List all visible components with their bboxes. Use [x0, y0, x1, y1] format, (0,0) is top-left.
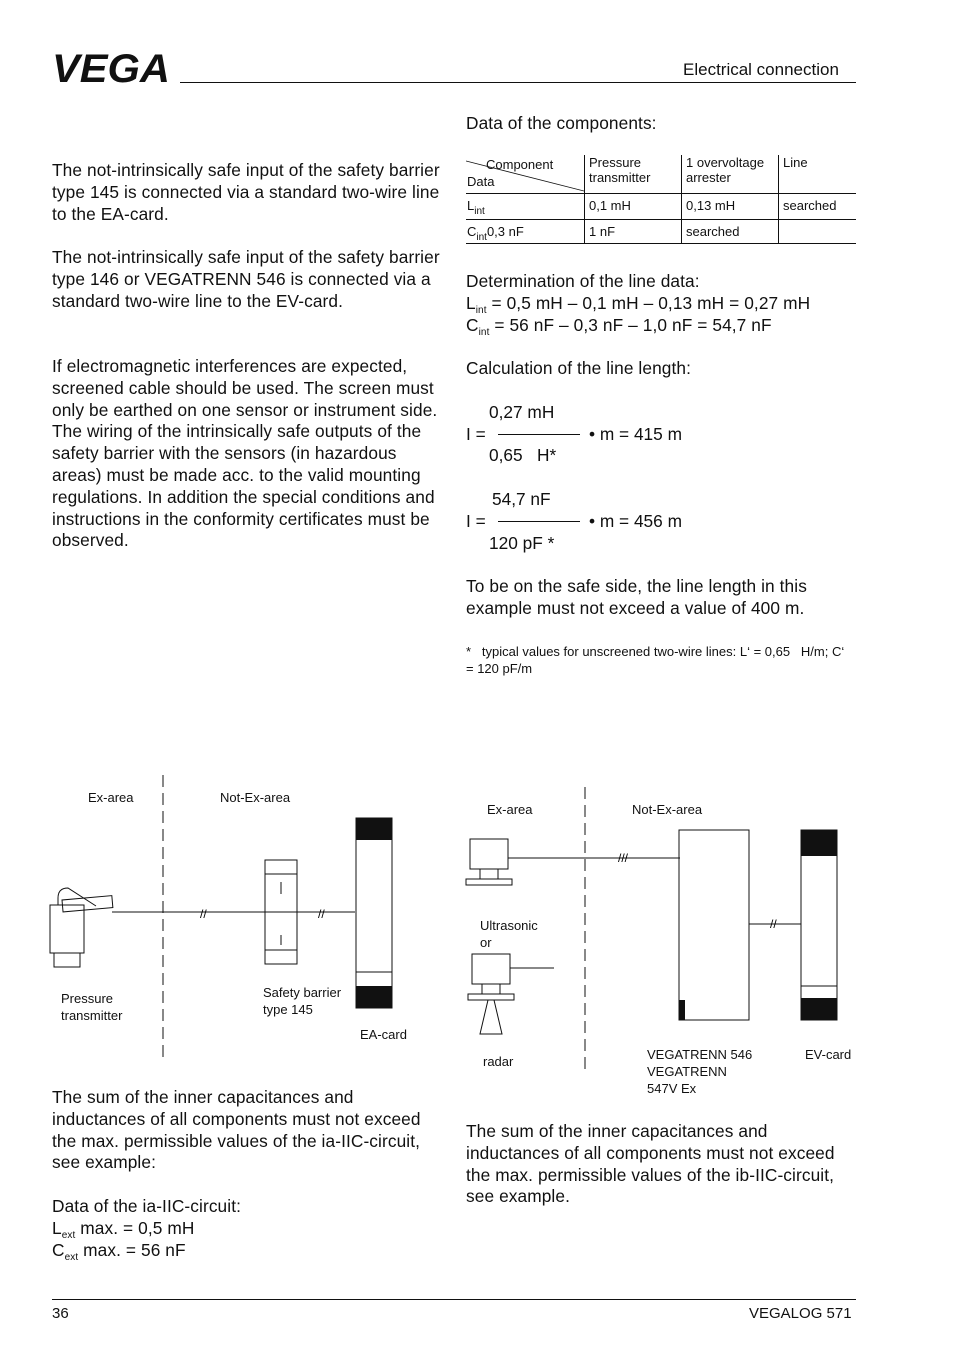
radar-sensor-icon — [468, 954, 554, 1034]
table-row-cint-label: $C_{int}0,3$ nF — [466, 219, 585, 243]
table-header-line: Line — [783, 155, 808, 170]
svg-text:VEGA: VEGA — [52, 50, 170, 86]
table-row-lint-label: $L_{int}$ — [466, 193, 585, 219]
formula1-lhs: I = — [466, 424, 486, 444]
line-break-mark: /// — [618, 851, 629, 865]
components-title: Data of the components: — [466, 113, 657, 133]
ultrasonic-sensor-icon — [466, 839, 680, 885]
ev-card-label: EV-card — [805, 1047, 852, 1062]
table-cell: searched — [783, 197, 837, 213]
ea-card-label: EA-card — [360, 1027, 407, 1042]
formula1-fraction-bar — [498, 434, 580, 435]
right-ex-area-label: Ex-area — [487, 802, 533, 817]
diagram-ea-card — [40, 770, 420, 1070]
paragraph-safe-side: To be on the safe side, the line length in this example must not exceed a value of 400 m. — [466, 576, 807, 618]
vegatrenn-label: VEGATRENN 546 VEGATRENN 547V Ex — [647, 1047, 753, 1096]
determination-l: $L_{int} = 0,5$ mH – 0,1 mH – 0,13 mH = 0,27 mH — [466, 293, 811, 316]
paragraph-ea-card: The not-intrinsically safe input of the safety barrier type 145 is connected via a standard two-wire line to the EA-card. — [52, 160, 440, 224]
formula2-numerator: 54,7 nF — [492, 489, 551, 509]
paragraph-ev-card: The not-intrinsically safe input of the safety barrier type 146 or VEGATRENN 546 is connected via a standard two-wire line to the EV-card. — [52, 247, 440, 311]
ev-card-icon — [801, 830, 837, 1020]
ia-circuit-c: $C_{ext}$ max. = 56 nF — [52, 1240, 186, 1263]
paragraph-interference: If electromagnetic interferences are expected, screened cable should be used. The screen must only be earthed on one sensor or instrument side. The wiring of the intrinsically safe outputs of the safety barrier with the sensors (in hazardous areas) must be made acc. to the valid mounting regulations. In addition the special conditions and instructions in the conformity certificates must be observed. — [52, 356, 438, 551]
product-name: VEGALOG 571 — [749, 1305, 852, 1322]
paragraph-ia-circuit: The sum of the inner capacitances and inductances of all components must not exceed the max. permissible values of the ia-IIC-circuit, see example: — [52, 1087, 421, 1173]
safety-barrier-label: Safety barrier type 145 — [263, 985, 342, 1017]
vegatrenn-icon — [679, 830, 749, 1020]
footnote: * typical values for unscreened two-wire lines: L‘ = 0,65 H/m; C‘ = 120 pF/m — [466, 644, 848, 676]
table-header-pressure: Pressure transmitter — [585, 155, 682, 193]
right-not-ex-area-label: Not-Ex-area — [632, 802, 703, 817]
formula2-rhs: • m = 456 m — [589, 511, 682, 531]
ea-card-icon — [356, 818, 392, 1008]
determination-title: Determination of the line data: — [466, 271, 700, 291]
ia-circuit-l: $L_{ext}$ max. = 0,5 mH — [52, 1218, 195, 1241]
pressure-transmitter-label: Pressure transmitter — [61, 991, 123, 1023]
formula1-rhs: • m = 415 m — [589, 424, 682, 444]
ultrasonic-label: Ultrasonic or — [480, 918, 538, 950]
calculation-title: Calculation of the line length: — [466, 358, 692, 378]
table-cell: 1 nF — [585, 219, 682, 243]
determination-c: $C_{int} = 56$ nF – 0,3 nF – 1,0 nF = 54,7 nF — [466, 315, 772, 338]
vega-logo — [52, 50, 172, 86]
section-title: Electrical connection — [683, 60, 839, 79]
components-table — [466, 155, 856, 244]
table-cell: 0,13 mH — [682, 193, 779, 219]
pressure-transmitter-icon — [50, 888, 355, 967]
formula2-fraction-bar — [498, 521, 580, 522]
table-header-arrester: 1 overvoltage arrester — [682, 155, 779, 193]
paragraph-ib-circuit: The sum of the inner capacitances and inductances of all components must not exceed the max. permissible values of the ib-IIC-circuit, see example. — [466, 1121, 835, 1207]
formula1-numerator: 0,27 mH — [489, 402, 555, 422]
line-break-mark: // — [200, 907, 207, 921]
table-cell — [779, 219, 857, 243]
line-break-mark: // — [318, 907, 325, 921]
ia-circuit-title: Data of the ia-IIC-circuit: — [52, 1196, 242, 1216]
header-rule — [180, 82, 856, 83]
table-cell: 0,1 mH — [585, 193, 682, 219]
radar-label: radar — [483, 1054, 514, 1069]
footer-rule — [52, 1299, 856, 1300]
formula2-denominator: 120 pF * — [489, 533, 555, 553]
left-not-ex-area-label: Not-Ex-area — [220, 790, 291, 805]
table-cell: searched — [682, 219, 779, 243]
left-ex-area-label: Ex-area — [88, 790, 134, 805]
page-number: 36 — [52, 1305, 69, 1322]
table-corner-bottom: Data — [467, 174, 495, 189]
table-corner-top: Component — [486, 157, 554, 172]
formula1-denominator: 0,65 H* — [489, 445, 557, 465]
line-break-mark: // — [770, 917, 777, 931]
formula2-lhs: I = — [466, 511, 486, 531]
